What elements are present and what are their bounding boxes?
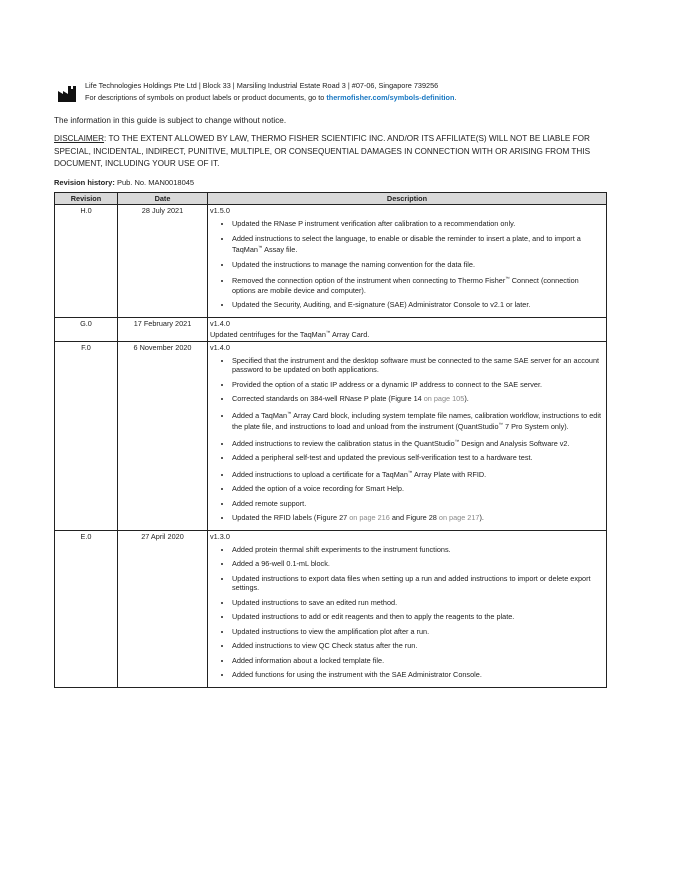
version: v1.5.0 [210,206,230,215]
change-list [210,545,604,680]
list-item: • Specified that the instrument and the desktop software must be connected to the same SAE server for an account password to be updated on both applications. [232,356,604,375]
revision-history-label: Revision history: Pub. No. MAN0018045 [54,178,195,187]
date-cell: 27 April 2020 [118,530,208,687]
list-item: • Corrected standards on 384-well RNase P plate (Figure 14 on page 105). [232,394,604,404]
publication-number: Pub. No. MAN0018045 [116,178,195,187]
description-cell [208,530,607,687]
disclaimer [54,133,614,171]
revision-cell: G.0 [55,317,118,341]
list-item: • Updated instructions to export data files when setting up a run and added instructions to import or delete export settings. [232,574,604,593]
list-item: • Updated the RFID labels (Figure 27 on page 216 and Figure 28 on page 217). [232,513,604,523]
list-item: • Added instructions to review the calibration status in the QuantStudio™ Design and Analysis Software v2. [232,437,604,449]
table-row [55,317,607,341]
date-cell: 6 November 2020 [118,341,208,530]
list-item: • Removed the connection option of the instrument when connecting to Thermo Fisher™ Connect (connection options are mobile device and computer). [232,274,604,295]
list-item: • Provided the option of a static IP address or a dynamic IP address to connect to the SAE server. [232,380,604,390]
list-item: • Added the option of a voice recording for Smart Help. [232,484,604,494]
list-item: • Updated instructions to view the amplification plot after a run. [232,627,604,637]
disclaimer-label: DISCLAIMER [54,134,105,143]
list-item: • Updated the RNase P instrument verification after calibration to a recommendation only. [232,219,604,229]
factory-icon [58,85,76,102]
table-row [55,341,607,530]
date-cell: 17 February 2021 [118,317,208,341]
list-item: • Updated the Security, Auditing, and E-signature (SAE) Administrator Console to v2.1 or later. [232,300,604,310]
description-cell [208,341,607,530]
table-row [55,205,607,318]
change-list [210,219,604,310]
disclaimer-text: : TO THE EXTENT ALLOWED BY LAW, THERMO FISHER SCIENTIFIC INC. AND/OR ITS AFFILIATE(S) WILL NOT BE LIABLE FOR SPECIAL, INCIDENTAL, INDIRECT, PUNITIVE, MULTIPLE, OR CONSEQUENTIAL DAMAGES IN CONNECTION WITH OR ARISING FROM THIS DOCUMENT, INCLUDING YOUR USE OF IT. [54,134,591,168]
version: v1.4.0 [210,318,230,328]
description-cell [208,317,607,341]
list-item: • Added instructions to upload a certificate for a TaqMan™ Array Plate with RFID. [232,468,604,480]
list-item: • Added a 96-well 0.1-mL block. [232,559,604,569]
revision-cell: F.0 [55,341,118,530]
list-item: • Added protein thermal shift experiments to the instrument functions. [232,545,604,555]
list-item: • Added information about a locked template file. [232,656,604,666]
list-item: • Updated instructions to add or edit reagents and then to apply the reagents to the plate. [232,612,604,622]
version: v1.4.0 [210,342,230,352]
description-cell [208,205,607,318]
header-revision: Revision [55,193,118,205]
revision-cell: H.0 [55,205,118,318]
manufacturer-address: Life Technologies Holdings Pte Ltd | Block 33 | Marsiling Industrial Estate Road 3 | #07-06, Singapore 739256 [85,81,439,90]
list-item: • Added remote support. [232,499,604,509]
header-description: Description [208,193,607,205]
list-item: • Added functions for using the instrument with the SAE Administrator Console. [232,670,604,680]
change-text: Updated centrifuges for the TaqMan™ Array Card. [210,329,370,339]
list-item: • Updated the instructions to manage the naming convention for the data file. [232,260,604,270]
list-item: • Added instructions to select the language, to enable or disable the reminder to insert a plate, and to import a TaqMan™ Assay file. [232,234,604,255]
list-item: • Added instructions to view QC Check status after the run. [232,641,604,651]
table-row [55,530,607,687]
symbols-line: For descriptions of symbols on product labels or product documents, go to thermofisher.com/symbols-definition. [85,93,457,102]
date-cell: 28 July 2021 [118,205,208,318]
version: v1.3.0 [210,531,230,541]
change-list [210,356,604,523]
header-date: Date [118,193,208,205]
change-notice: The information in this guide is subject to change without notice. [54,116,287,125]
list-item: • Added a peripheral self-test and updated the previous self-verification test to a hardware test. [232,453,604,463]
symbols-link[interactable]: thermofisher.com/symbols-definition [326,93,455,102]
revision-cell: E.0 [55,530,118,687]
revision-table [54,192,607,688]
list-item: • Updated instructions to save an edited run method. [232,598,604,608]
list-item: • Added a TaqMan™ Array Card block, including system template file names, calibration workflow, instructions to edit the plate file, and instructions to load and unload from the instrument (QuantStudio™ 7 Pro System only). [232,409,604,432]
